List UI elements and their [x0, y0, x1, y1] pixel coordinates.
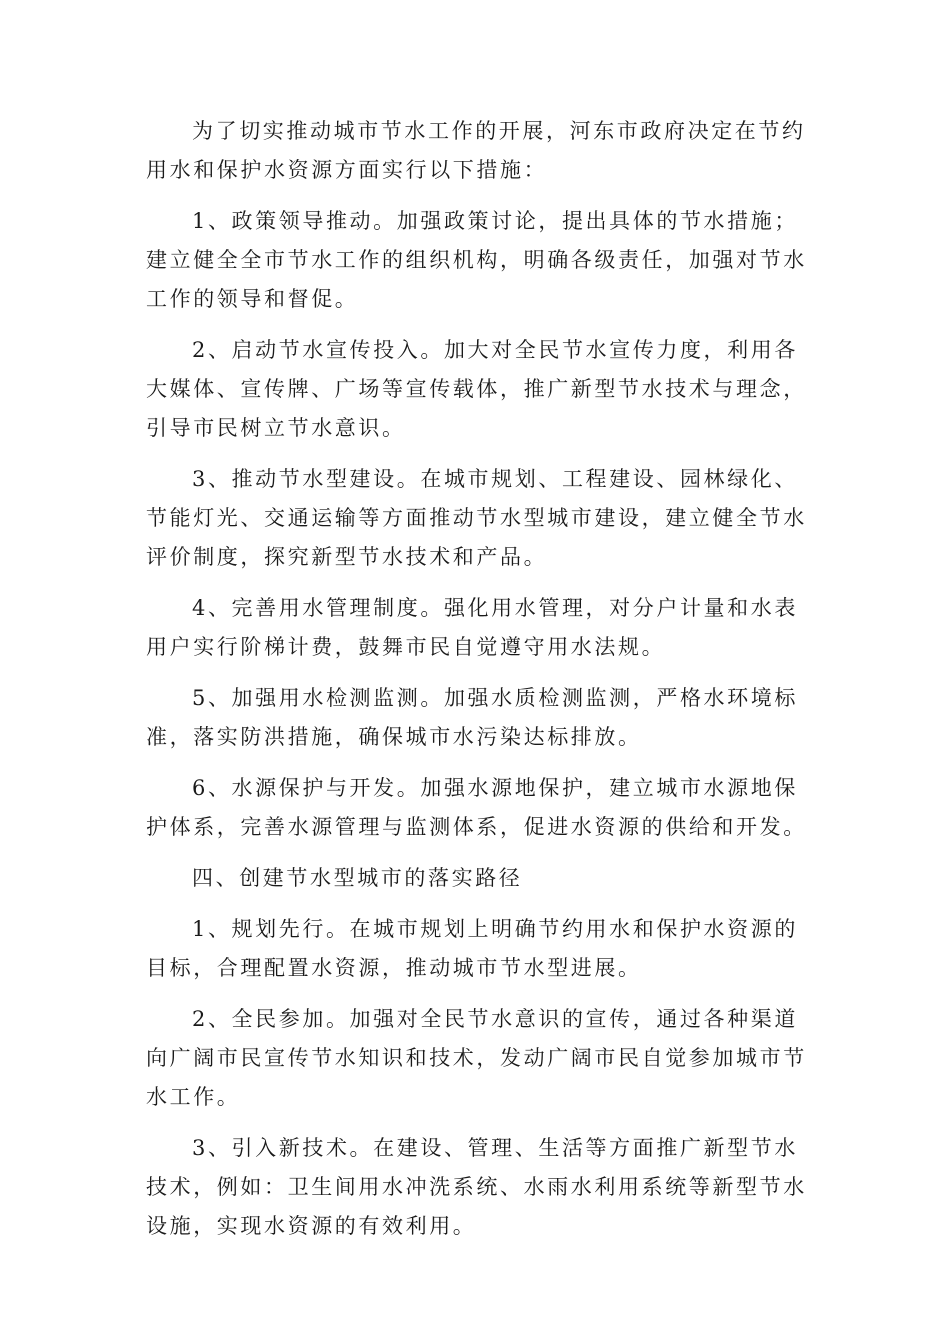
measure-3-paragraph: 3、推动节水型建设。在城市规划、工程建设、园林绿化、节能灯光、交通运输等方面推动节水型城市建设，建立健全节水评价制度，探究新型节水技术和产品。: [146, 467, 807, 569]
path-2-paragraph: 2、全民参加。加强对全民节水意识的宣传，通过各种渠道向广阔市民宣传节水知识和技术，发动广阔市民自觉参加城市节水工作。: [146, 1007, 807, 1109]
path-1-paragraph: 1、规划先行。在城市规划上明确节约用水和保护水资源的目标，合理配置水资源，推动城市节水型进展。: [146, 917, 798, 980]
path-3-paragraph: 3、引入新技术。在建设、管理、生活等方面推广新型节水技术，例如：卫生间用水冲洗系统、水雨水利用系统等新型节水设施，实现水资源的有效利用。: [146, 1136, 807, 1238]
section-heading: 四、创建节水型城市的落实路径: [192, 866, 523, 890]
measure-6-paragraph: 6、水源保护与开发。加强水源地保护，建立城市水源地保护体系，完善水源管理与监测体系，促进水资源的供给和开发。: [146, 776, 807, 839]
document-body: [146, 112, 816, 1258]
measure-2-paragraph: 2、启动节水宣传投入。加大对全民节水宣传力度，利用各大媒体、宣传牌、广场等宣传载体，推广新型节水技术与理念，引导市民树立节水意识。: [146, 338, 807, 440]
measure-5-paragraph: 5、加强用水检测监测。加强水质检测监测，严格水环境标准，落实防洪措施，确保城市水污染达标排放。: [146, 686, 798, 749]
measure-4-paragraph: 4、完善用水管理制度。强化用水管理，对分户计量和水表用户实行阶梯计费，鼓舞市民自觉遵守用水法规。: [146, 596, 798, 659]
measure-1-paragraph: 1、政策领导推动。加强政策讨论，提出具体的节水措施；建立健全全市节水工作的组织机构，明确各级责任，加强对节水工作的领导和督促。: [146, 209, 807, 311]
intro-paragraph: 为了切实推动城市节水工作的开展，河东市政府决定在节约用水和保护水资源方面实行以下措施：: [146, 119, 806, 182]
